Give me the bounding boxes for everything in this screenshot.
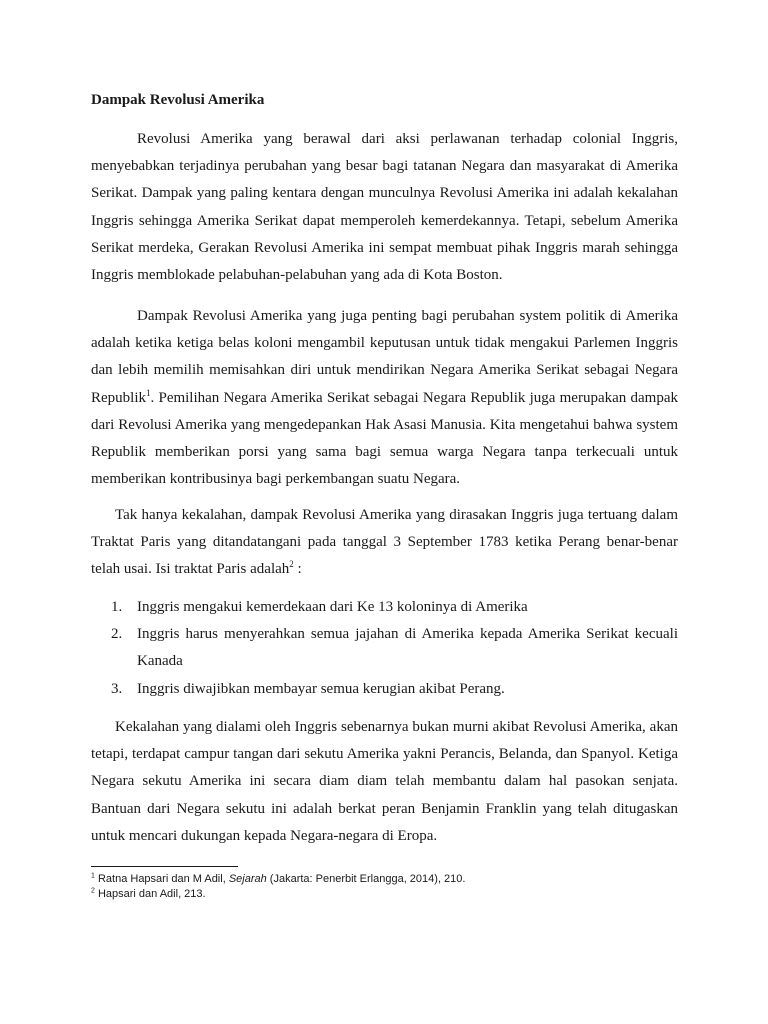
list-item-text: Inggris diwajibkan membayar semua kerugian akibat Perang. [137,680,505,697]
treaty-list [91,594,678,703]
footnote-book-title: Sejarah [228,873,267,885]
footnote-text-a: Ratna Hapsari dan M Adil, [94,873,229,885]
list-item [91,621,678,675]
footnote-separator [91,866,238,867]
paragraph-1: Revolusi Amerika yang berawal dari aksi perlawanan terhadap colonial Inggris, menyebabkan terjadinya perubahan yang besar bagi tatanan Negara dan masyarakat di Amerika Serikat. Dampak yang paling kentara dengan munculnya Revolusi Amerika ini adalah kekalahan Inggris sehingga Amerika Serikat dapat memperoleh kemerdekannya. Tetapi, sebelum Amerika Serikat merdeka, Gerakan Revolusi Amerika ini sempat membuat pihak Inggris marah sehingga Inggris memblokade pelabuhan-pelabuhan yang ada di Kota Boston. [91,131,678,284]
list-item-text: Inggris harus menyerahkan semua jajahan di Amerika kepada Amerika Serikat kecuali Kanada [137,626,678,670]
paragraph-3-text-b: : [293,561,302,578]
list-item-number: 1. [111,599,123,615]
paragraph-3 [91,502,678,584]
footnote-ref-2[interactable]: 2 [289,559,294,570]
paragraph-4: Kekalahan yang dialami oleh Inggris sebenarnya bukan murni akibat Revolusi Amerika, akan tetapi, terdapat campur tangan dari sekutu Amerika yakni Perancis, Belanda, dan Spanyol. Ketiga Negara sekutu Amerika ini secara diam diam telah membantu dalam hal pasokan senjata. Bantuan dari Negara sekutu ini adalah berkat peran Benjamin Franklin yang telah ditugaskan untuk mencari dukungan kepada Negara-negara di Eropa. [91,719,678,844]
paragraph-3-text-a: Tak hanya kekalahan, dampak Revolusi Amerika yang dirasakan Inggris juga tertuang dalam Traktat Paris yang ditandatangani pada tanggal 3 September 1783 ketika Perang benar-benar telah usai. Isi traktat Paris adalah [91,507,678,578]
footnote-number: 2 [91,887,95,895]
footnote-number: 1 [91,872,95,880]
paragraph-2 [91,303,678,493]
footnote-ref-1[interactable]: 1 [146,387,151,398]
footnote-text-b: (Jakarta: Penerbit Erlangga, 2014), 210. [266,873,466,885]
footnote-2 [91,887,206,901]
list-item-number: 2. [111,626,123,643]
document-title: Dampak Revolusi Amerika [91,92,265,108]
list-item-number: 3. [111,680,123,697]
paragraph-2-text-a: Dampak Revolusi Amerika yang juga penting bagi perubahan system politik di Amerika adalah ketika ketiga belas koloni mengambil keputusan untuk tidak mengakui Parlemen Inggris dan lebih memilih memisahkan diri untuk mendirikan Negara Amerika Serikat sebagai Negara Republik [91,308,678,406]
paragraph-2-text-b: . Pemilihan Negara Amerika Serikat sebagai Negara Republik juga merupakan dampak dari Revolusi Amerika yang mengedepankan Hak Asasi Manusia. Kita mengetahui bahwa system Republik memberikan porsi yang sama bagi semua warga Negara tanpa terkecuali untuk memberikan kontribusinya bagi perkembangan suatu Negara. [91,389,678,488]
footnote-1 [91,872,465,886]
list-item-text: Inggris mengakui kemerdekaan dari Ke 13 koloninya di Amerika [137,599,528,615]
footnote-text-a: Hapsari dan Adil, 213. [94,888,206,900]
list-item [91,594,678,621]
list-item [91,676,678,703]
